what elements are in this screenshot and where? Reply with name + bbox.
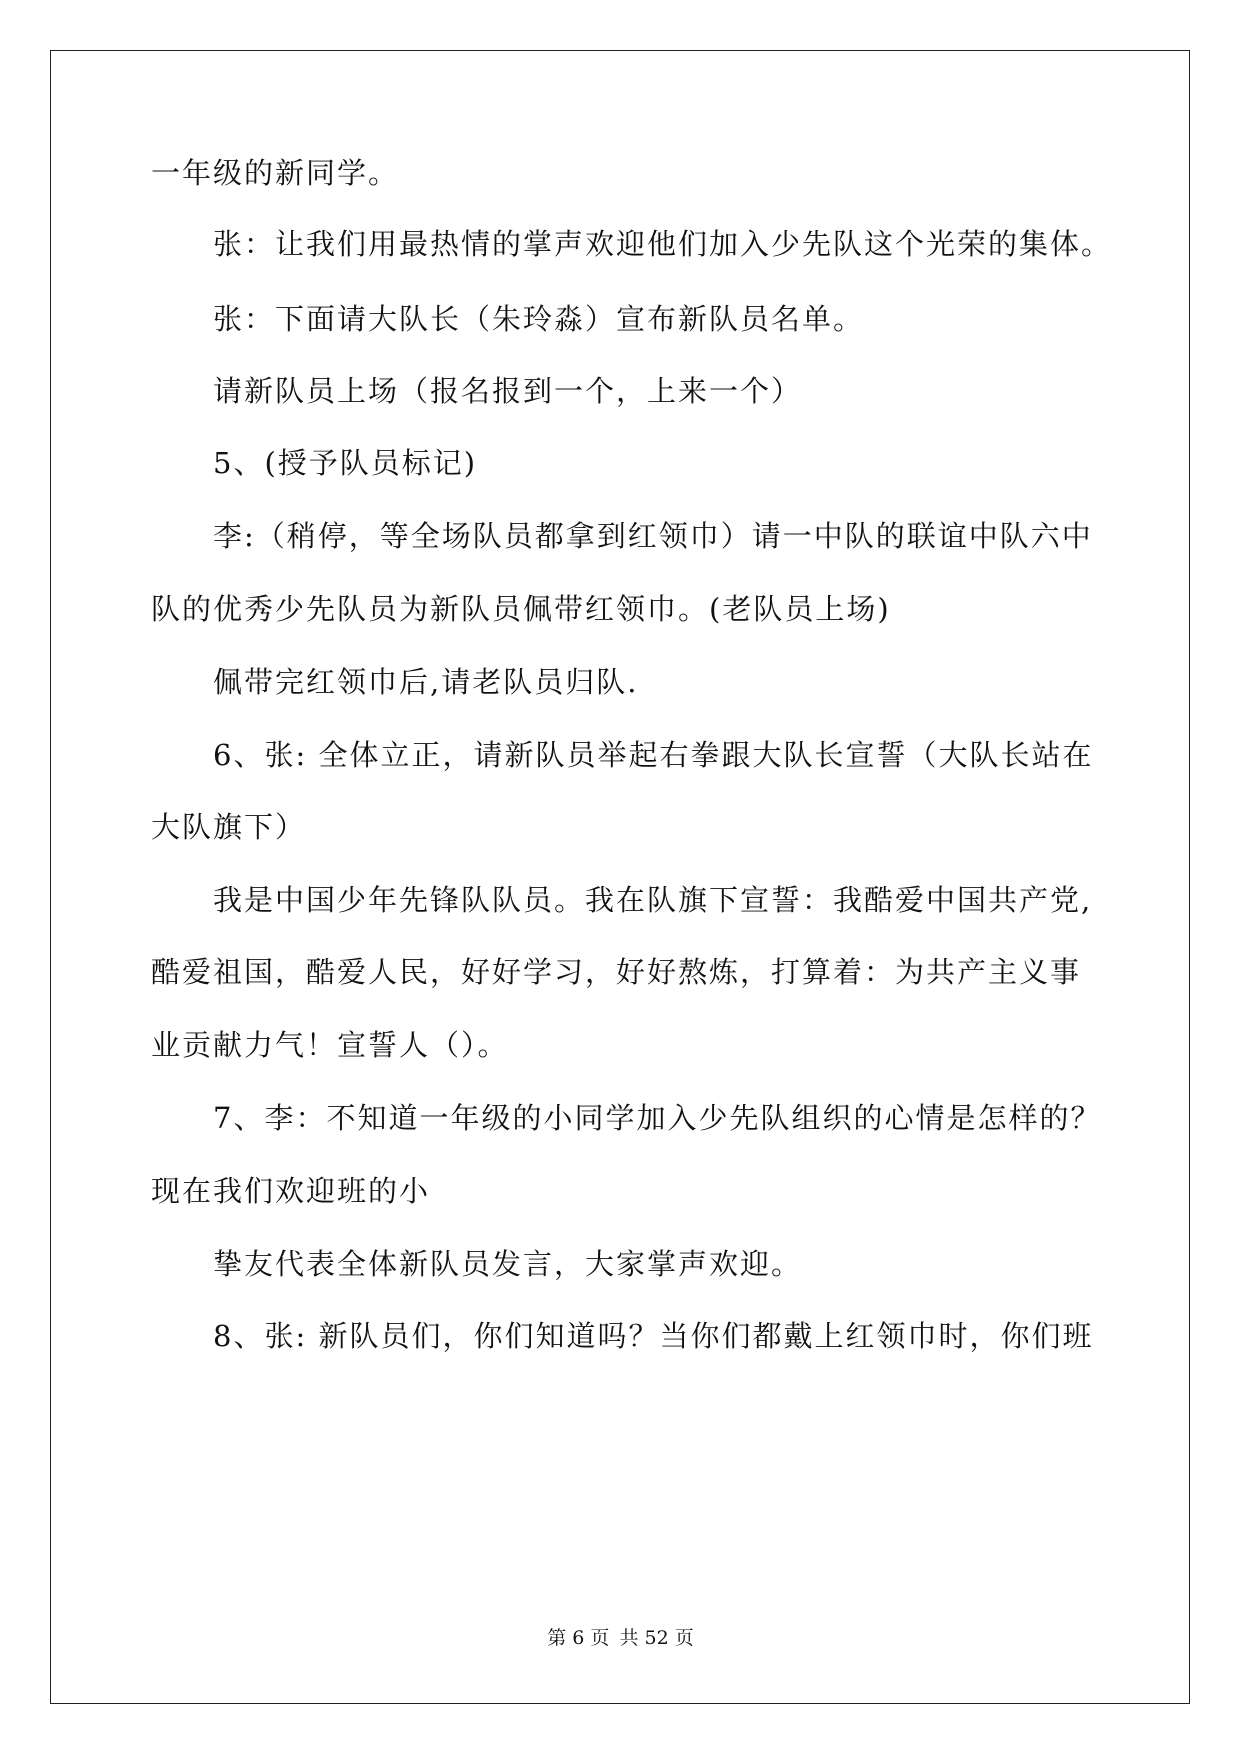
page-border	[50, 50, 1190, 1704]
body-line: 张：让我们用最热情的掌声欢迎他们加入少先队这个光荣的集体。	[213, 227, 1113, 261]
body-line: 7、李：不知道一年级的小同学加入少先队组织的心情是怎样的？	[213, 1101, 1102, 1135]
body-line: 请新队员上场（报名报到一个，上来一个）	[213, 374, 803, 408]
body-line: 酷爱祖国，酷爱人民，好好学习，好好熬炼，打算着：为共产主义事	[151, 955, 1082, 989]
body-line: 李:（稍停，等全场队员都拿到红领巾）请一中队的联谊中队六中	[213, 519, 1093, 553]
page-number: 第 6 页	[547, 1627, 610, 1649]
body-line: 6、张: 全体立正，请新队员举起右拳跟大队长宣誓（大队长站在	[213, 738, 1094, 772]
body-line: 佩带完红领巾后,请老队员归队.	[213, 665, 639, 699]
body-line: 一年级的新同学。	[151, 156, 400, 190]
body-line: 8、张: 新队员们，你们知道吗？当你们都戴上红领巾时，你们班	[213, 1319, 1094, 1353]
page-total: 共 52 页	[619, 1627, 694, 1649]
body-line: 业贡献力气！宣誓人（）。	[151, 1028, 509, 1062]
body-line: 我是中国少年先锋队队员。我在队旗下宣誓：我酷爱中国共产党,	[213, 883, 1093, 917]
body-line: 现在我们欢迎班的小	[151, 1174, 431, 1208]
page-footer	[0, 1626, 1241, 1650]
body-line: 大队旗下）	[151, 810, 307, 844]
body-line: 挚友代表全体新队员发言，大家掌声欢迎。	[213, 1247, 803, 1281]
body-line: 5、(授予队员标记)	[213, 446, 478, 480]
body-line: 张：下面请大队长（朱玲淼）宣布新队员名单。	[213, 302, 865, 336]
body-line: 队的优秀少先队员为新队员佩带红领巾。(老队员上场)	[151, 592, 891, 626]
